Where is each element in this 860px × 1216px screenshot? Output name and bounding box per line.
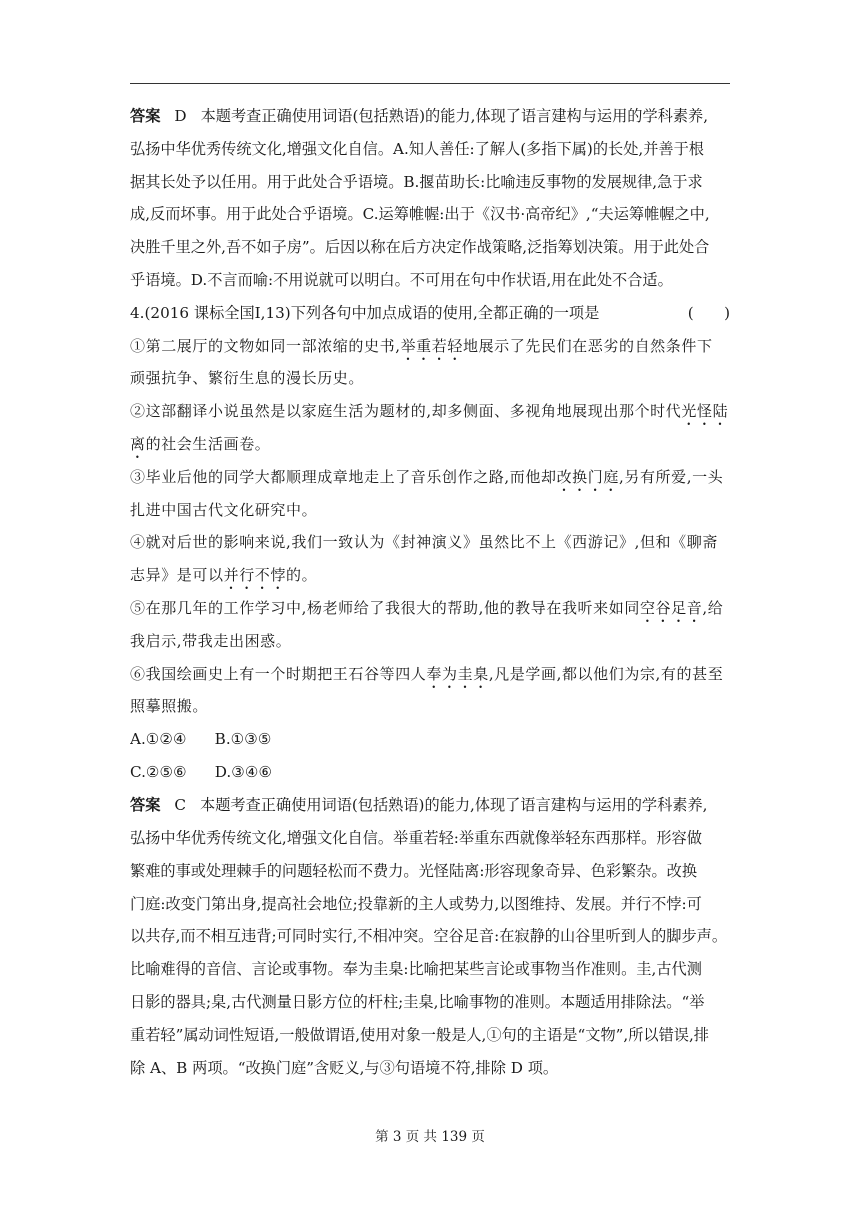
sentence-2: ②这部翻译小说虽然是以家庭生活为题材的,却多侧面、多视角地展现出那个时代光怪陆 [130,402,729,421]
sentence-5-cont: 我启示,带我走出困惑。 [130,631,292,650]
answer-text-line: 繁难的事或处理棘手的问题轻松而不费力。光怪陆离:形容现象奇异、色彩繁杂。改换 [130,861,698,880]
sentence-4-cont: 志异》是可以并行不悖的。 [130,566,318,585]
dotted-idiom: 空谷足音 [639,598,703,617]
answer-text-line: 日影的器具;臬,古代测量日影方位的杆柱;圭臬,比喻事物的准则。本题适用排除法。“举 [130,992,705,1011]
answer-block-2 [130,789,732,1084]
answer-label: 答案 [130,107,161,125]
answer-block-1 [130,100,732,297]
option-d: D.③④⑥ [214,763,273,782]
dotted-idiom: 光怪陆 [681,402,729,421]
answer-letter: C [174,796,186,815]
dotted-idiom: 离 [130,434,146,453]
sentence-3: ③毕业后他的同学大都顺理成章地走上了音乐创作之路,而他却改换门庭,另有所爱,一头 [130,467,724,486]
sentence-6: ⑥我国绘画史上有一个时期把王石谷等四人奉为圭臬,凡是学画,都以他们为宗,有的甚至 [130,664,724,683]
dotted-idiom: 奉为圭臬 [426,664,489,683]
sentence-3-cont: 扎进中国古代文化研究中。 [130,500,318,519]
answer-text-line: 除 A、B 两项。“改换门庭”含贬义,与③句语境不符,排除 D 项。 [130,1058,559,1077]
answer-label: 答案 [130,796,161,815]
document-body [130,100,732,1084]
answer-text-line: 门庭:改变门第出身,提高社会地位;投靠新的主人或势力,以图维持、发展。并行不悖:可 [130,894,702,913]
answer-text-line: 弘扬中华优秀传统文化,增强文化自信。A.知人善任:了解人(多指下属)的长处,并善于根 [130,139,704,158]
answer-text-line: 以共存,而不相互违背;可同时实行,不相冲突。空谷足音:在寂静的山谷里听到人的脚步声。 [130,927,728,946]
answer-text-line: 比喻难得的音信、言论或事物。奉为圭臬:比喻把某些言论或事物当作准则。圭,古代测 [130,960,702,979]
sentence-5: ⑤在那几年的工作学习中,杨老师给了我很大的帮助,他的教导在我听来如同空谷足音,给 [130,598,724,617]
sentence-1: ①第二展厅的文物如同一部浓缩的史书,举重若轻地展示了先民们在恶劣的自然条件下 [130,336,713,355]
option-c: C.②⑤⑥ [130,763,187,782]
answer-text-line: 据其长处予以任用。用于此处合乎语境。B.揠苗助长:比喻违反事物的发展规律,急于求 [130,172,703,191]
question-4 [130,297,732,723]
answer-text-line: 本题考查正确使用词语(包括熟语)的能力,体现了语言建构与运用的学科素养, [200,107,709,125]
question-stem: 4.(2016 课标全国Ⅰ,13)下列各句中加点成语的使用,全都正确的一项是 ( ) [130,297,732,330]
answer-options [130,723,732,789]
answer-text-line: 成,反而坏事。用于此处合乎语境。C.运筹帷幄:出于《汉书·高帝纪》,“夫运筹帷幄之中, [130,205,710,224]
sentence-6-cont: 照摹照搬。 [130,697,209,716]
sentence-1-cont: 顽强抗争、繁衍生息的漫长历史。 [130,369,365,388]
answer-letter: D [174,107,187,125]
option-a: A.①②④ [130,730,187,749]
answer-text-line: 重若轻”属动词性短语,一般做谓语,使用对象一般是人,①句的主语是“文物”,所以错误,排 [130,1025,709,1044]
dotted-idiom: 举重若轻 [400,336,463,355]
page-footer: 第 3 页 共 139 页 [375,1129,485,1145]
answer-text-line: 弘扬中华优秀传统文化,增强文化自信。举重若轻:举重东西就像举轻东西那样。形容做 [130,828,702,847]
sentence-2-cont: 离的社会生活画卷。 [130,434,271,453]
sentence-4: ④就对后世的影响来说,我们一致认为《封神演义》虽然比不上《西游记》,但和《聊斋 [130,533,718,552]
answer-text-line: 本题考查正确使用词语(包括熟语)的能力,体现了语言建构与运用的学科素养, [200,796,708,815]
option-b: B.①③⑤ [214,730,272,749]
dotted-idiom: 并行不悖 [223,566,287,585]
header-rule [130,83,730,84]
answer-text-line: 决胜千里之外,吾不如子房”。后因以称在后方决定作战策略,泛指筹划决策。用于此处合 [130,238,710,257]
answer-text-line: 乎语境。D.不言而喻:不用说就可以明白。不可用在句中作状语,用在此处不合适。 [130,270,673,289]
dotted-idiom: 改换门庭 [556,467,619,486]
answer-parentheses: ( ) [687,303,730,322]
